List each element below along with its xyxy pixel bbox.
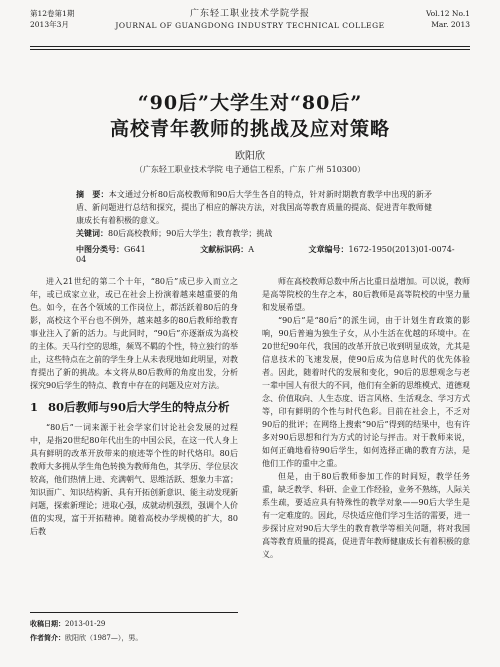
- paragraph-2: “90后”是“80后”的派生词，由于计划生育政策的影响，90后普遍为独生子女，从小生活在优越的环境中。在20世纪90年代，我国的改革开放已收到明显成效，尤其是信息技术的飞速发展，使90后成为信息时代的优先体验者。因此，随着时代的发展和变化，90后的思想观念与老一辈中国人有很大的不同，他们有全新的思维模式、道德观念、价值取向、人生态度、语言风格、生活观念、学习方式等，印有鲜明的个性与时代色彩。目前在社会上，不乏对90后的批评；在网络上搜索“90后”得到的结果中，也有许多对90后思想和行为方式的讨论与抨击。对于教师来说，如何正确地看待90后学生，如何选择正确的教育方法，是他们工作的重中之重。: [262, 316, 470, 468]
- section-heading: [30, 399, 238, 416]
- section-title: 80后教师与90后大学生的特点分析: [48, 400, 230, 414]
- clc-value: G641: [124, 245, 146, 254]
- paragraph-3: 但是，由于80后教师参加工作的时间短，教学任务重，缺乏教学、科研、企业工作经验，业务不熟练，人际关系生疏，要适应具有特殊性的教学对象——90后大学生是有一定难度的。因此，尽快适应他们学习生活的需要，进一步探讨应对90后大学生的教育教学等相关问题，将对我国高等教育质量的提高，促进青年教师健康成长有着积极的意义。: [262, 472, 470, 559]
- classification-line: [76, 244, 456, 264]
- doc-code-value: A: [248, 245, 254, 254]
- clc-label: 中图分类号：: [76, 244, 124, 254]
- header-month-year: Mar. 2013: [431, 20, 470, 29]
- title-line-2: 高校青年教师的挑战及应对策略: [109, 118, 390, 140]
- header-date: 2013年3月: [30, 20, 69, 29]
- intro-paragraph: 进入21世纪的第二个十年，“80后”成已步入而立之年，或已成家立业，或已在社会上扮演着越来越重要的角色。如今，在各个领域的工作岗位上，都活跃着80后的身影，高校这个平台也不例外，越来越多的80后教师给教育事业注入了新的活力。与此同时，“90后”亦逐渐成为高校的主体。天马行空的思维，频骂不羁的个性，特立独行的举止，这些特点在之前的学生身上从未表现地如此明显，对教育提出了新的挑战。本文将从80后教师的角度出发，分析探究90后学生的特点、教育中存在的问题及应对方法。: [30, 277, 238, 390]
- received-label: 收稿日期：: [30, 619, 65, 628]
- affiliation: （广东轻工职业技术学院 电子通信工程系，广东 广州 510300）: [134, 165, 366, 174]
- header-rule-thin: [30, 49, 470, 50]
- header-journal: [30, 8, 470, 32]
- header-rule: [30, 46, 470, 47]
- clc: [76, 245, 172, 254]
- bio-label: 作者简介：: [30, 633, 65, 642]
- abstract-block: [76, 188, 432, 240]
- journal-name-cn: 广东轻工职业技术学院学报: [189, 9, 310, 19]
- right-column: [262, 275, 470, 561]
- doc-code-label: 文献标识码：: [200, 244, 249, 254]
- article-id-value: 1672-1950(2013)01-0074-04: [76, 245, 455, 264]
- header-volume: 第12卷第1期: [30, 9, 75, 18]
- keywords-label: 关键词：: [76, 228, 108, 238]
- paragraph-1: 师在高校教师总数中所占比重日益增加。可以说，教师是高等院校的生存之本，80后教师是高等院校的中坚力量和发展希望。: [262, 277, 470, 312]
- keywords-text: 80后高校教师；90后大学生；教育教学；挑战: [108, 229, 273, 238]
- left-column: [30, 275, 238, 538]
- section-number: 1: [30, 400, 39, 414]
- header-vol-no: Vol.12 No.1: [425, 9, 470, 18]
- doc-code: [200, 245, 280, 254]
- received-date: [30, 617, 238, 631]
- author: 欧阳欣: [235, 151, 265, 162]
- header-vol-en: [426, 8, 470, 30]
- author-bio: [30, 631, 238, 645]
- journal-header: [30, 8, 470, 48]
- journal-name-en: JOURNAL OF GUANGDONG INDUSTRY TECHNICAL COLLEGE: [115, 21, 385, 30]
- received-value: 2013-01-29: [65, 620, 106, 628]
- article-id-label: 文章编号：: [308, 244, 349, 254]
- bio-value: 欧阳欣（1987—），男。: [65, 634, 143, 642]
- abstract-text: 本文通过分析80后高校教师和90后大学生各自的特点，针对新时期教育教学中出现的新矛盾、新问题进行总结和探究，提出了相应的解决方法，对我国高等教育质量的提高、促进青年教师健康成长有着积极的意义。: [76, 190, 433, 225]
- section-paragraph: “80后”一词来源于社会学家们讨论社会发展的过程中，是指20世纪80年代出生的中国公民，在这一代人身上具有鲜明的改革开放带来的痕迹等个性的时代烙印。80后教师大多拥从学生角色转换为教师角色，其学历、学位层次较高，他们热情上进、充满朝气、思维活跃、想象力丰富；知识面广、知识结构新、具有开拓创新意识、能主动发现新问题，探索新理论；进取心强，成就动机强烈，强调个人价值的实现，富于开拓精神。随着高校办学规模的扩大，80后教: [30, 423, 238, 536]
- title-line-1: “90后”大学生对“80后”: [137, 92, 363, 114]
- abstract-label: 摘 要：: [76, 189, 109, 199]
- abstract: [76, 188, 432, 227]
- keywords: [76, 227, 432, 240]
- footnote: [30, 612, 238, 645]
